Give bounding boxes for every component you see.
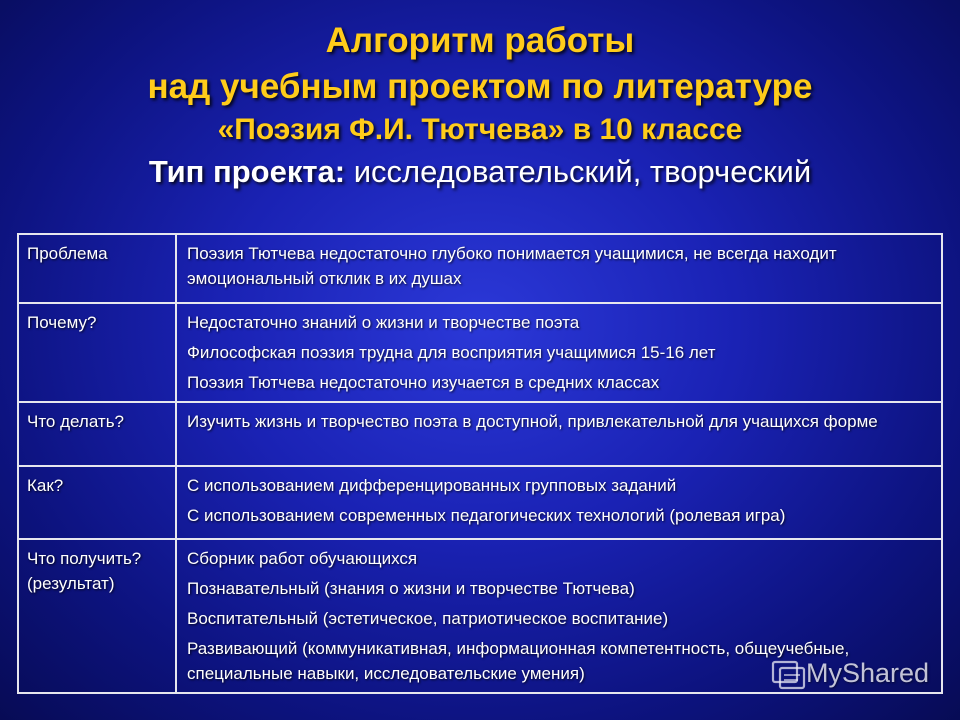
row-question: Почему? (18, 303, 176, 402)
row-question: Проблема (18, 234, 176, 303)
answer-line: С использованием дифференцированных групповых заданий (187, 476, 677, 495)
answer-line: Поэзия Тютчева недостаточно изучается в средних классах (187, 373, 660, 392)
watermark (770, 654, 950, 694)
row-answer (176, 234, 942, 303)
row-question: Как? (18, 466, 176, 539)
myshared-logo-icon (770, 656, 808, 692)
slide-title-block (0, 18, 960, 194)
table-row (18, 466, 942, 539)
table-row (18, 234, 942, 303)
answer-line: Изучить жизнь и творчество поэта в доступной, привлекательной для учащихся форме (187, 412, 878, 431)
project-type (0, 150, 960, 194)
title-line-3: «Поэзия Ф.И. Тютчева» в 10 классе (217, 113, 743, 146)
table-row (18, 402, 942, 466)
table-row (18, 303, 942, 402)
answer-line: Недостаточно знаний о жизни и творчестве поэта (187, 313, 580, 332)
row-question: Что получить? (результат) (18, 539, 176, 693)
answer-line: Поэзия Тютчева недостаточно глубоко понимается учащимися, не всегда находит эмоциональный отклик в их душах (187, 244, 837, 288)
answer-line: С использованием современных педагогических технологий (ролевая игра) (187, 506, 786, 525)
answer-line: Развивающий (коммуникативная, информационная компетентность, общеучебные, специальные навыки, исследовательские умения) (187, 639, 850, 683)
row-answer (176, 466, 942, 539)
project-type-label: Тип проекта: (148, 154, 346, 189)
watermark-text: MyShared (806, 658, 930, 688)
title-line-1: Алгоритм работы (325, 21, 635, 60)
answer-line: Познавательный (знания о жизни и творчестве Тютчева) (187, 579, 635, 598)
project-type-value: исследовательский, творческий (353, 154, 812, 189)
answer-line: Философская поэзия трудна для восприятия учащимися 15-16 лет (187, 343, 716, 362)
row-question: Что делать? (18, 402, 176, 466)
answer-line: Сборник работ обучающихся (187, 549, 418, 568)
row-answer (176, 402, 942, 466)
answer-line: Воспитательный (эстетическое, патриотическое воспитание) (187, 609, 669, 628)
title-line-2: над учебным проектом по литературе (147, 67, 813, 106)
algorithm-table (17, 233, 943, 694)
row-answer (176, 303, 942, 402)
